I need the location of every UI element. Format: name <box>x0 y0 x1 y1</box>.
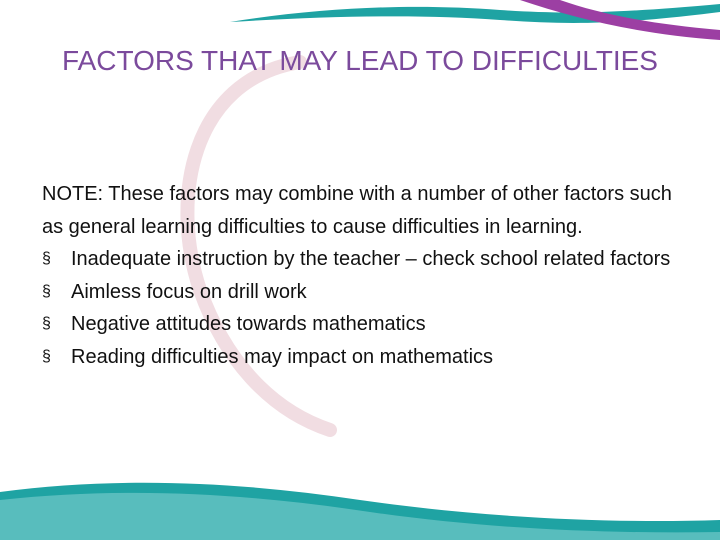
bullet-text: Negative attitudes towards mathematics <box>71 313 426 335</box>
bullet-item <box>42 308 682 341</box>
bullet-marker: § <box>42 282 51 300</box>
bullet-text: Reading difficulties may impact on mathematics <box>71 345 494 368</box>
bullet-marker: § <box>42 347 51 365</box>
bullet-text: Inadequate instruction by the teacher – check school related factors <box>71 248 671 270</box>
note-paragraph: NOTE: These factors may combine with a number of other factors such as general learning difficulties to cause difficulties in learning. <box>42 183 672 238</box>
top-teal-wave <box>230 4 720 23</box>
bullet-item <box>42 341 682 374</box>
bullet-list <box>42 243 682 373</box>
slide-body <box>42 178 682 373</box>
bullet-text: Aimless focus on drill work <box>71 280 307 303</box>
bottom-light-wave <box>0 493 720 540</box>
bullet-item <box>42 243 682 276</box>
bullet-item <box>42 276 682 309</box>
bullet-marker: § <box>42 250 51 267</box>
slide-title: FACTORS THAT MAY LEAD TO DIFFICULTIES <box>62 45 658 76</box>
bullet-marker: § <box>42 315 51 332</box>
